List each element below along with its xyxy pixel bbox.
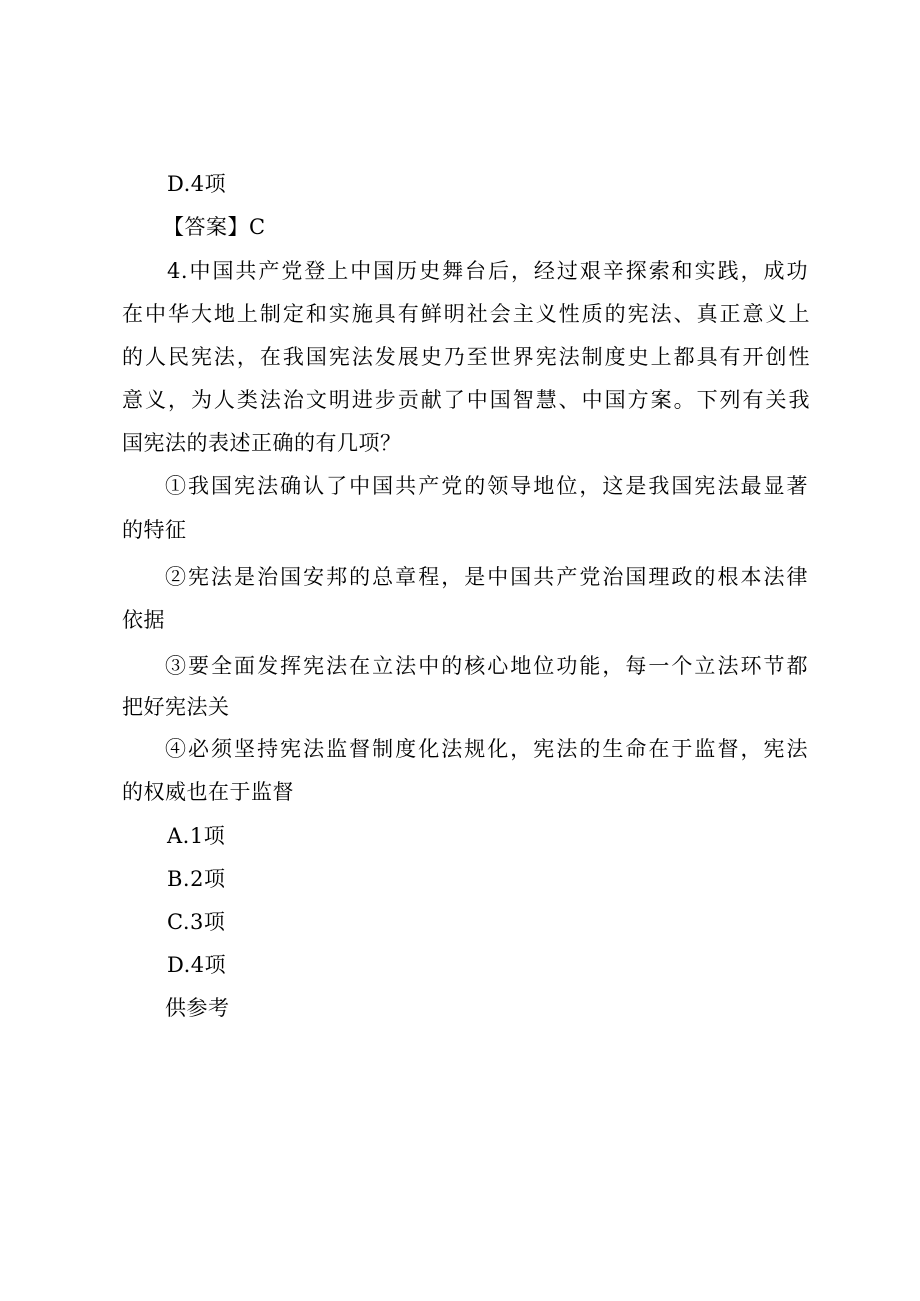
statement-4-line-2: 的权威也在于监督 <box>122 780 294 804</box>
question-stem-line-3: 的人民宪法，在我国宪法发展史乃至世界宪法制度史上都具有开创性 <box>122 345 810 369</box>
question-stem-line-5: 国宪法的表述正确的有几项？ <box>122 431 402 455</box>
statement-2-line-1: ②宪法是治国安邦的总章程，是中国共产党治国理政的根本法律 <box>165 565 808 589</box>
question-stem-line-2: 在中华大地上制定和实施具有鲜明社会主义性质的宪法、真正意义上 <box>122 302 810 326</box>
prev-option-d: D.4项 <box>167 172 227 196</box>
statement-1-line-1: ①我国宪法确认了中国共产党的领导地位，这是我国宪法最显著 <box>165 474 808 498</box>
option-a: A.1项 <box>167 824 226 848</box>
prev-answer: 【答案】C <box>163 215 266 239</box>
statement-3-line-1: ③要全面发挥宪法在立法中的核心地位功能，每一个立法环节都 <box>165 654 808 678</box>
statement-2-line-2: 依据 <box>122 608 165 632</box>
statement-1-line-2: 的特征 <box>122 518 187 542</box>
option-b: B.2项 <box>167 867 226 891</box>
statement-3-line-2: 把好宪法关 <box>122 695 230 719</box>
footer-note: 供参考 <box>165 996 230 1020</box>
option-c: C.3项 <box>167 910 226 934</box>
option-d: D.4项 <box>167 953 227 977</box>
question-stem-line-1: 4.中国共产党登上中国历史舞台后，经过艰辛探索和实践，成功 <box>167 259 808 283</box>
question-stem-line-4: 意义，为人类法治文明进步贡献了中国智慧、中国方案。下列有关我 <box>122 388 810 412</box>
statement-4-line-1: ④必须坚持宪法监督制度化法规化，宪法的生命在于监督，宪法 <box>165 737 808 761</box>
